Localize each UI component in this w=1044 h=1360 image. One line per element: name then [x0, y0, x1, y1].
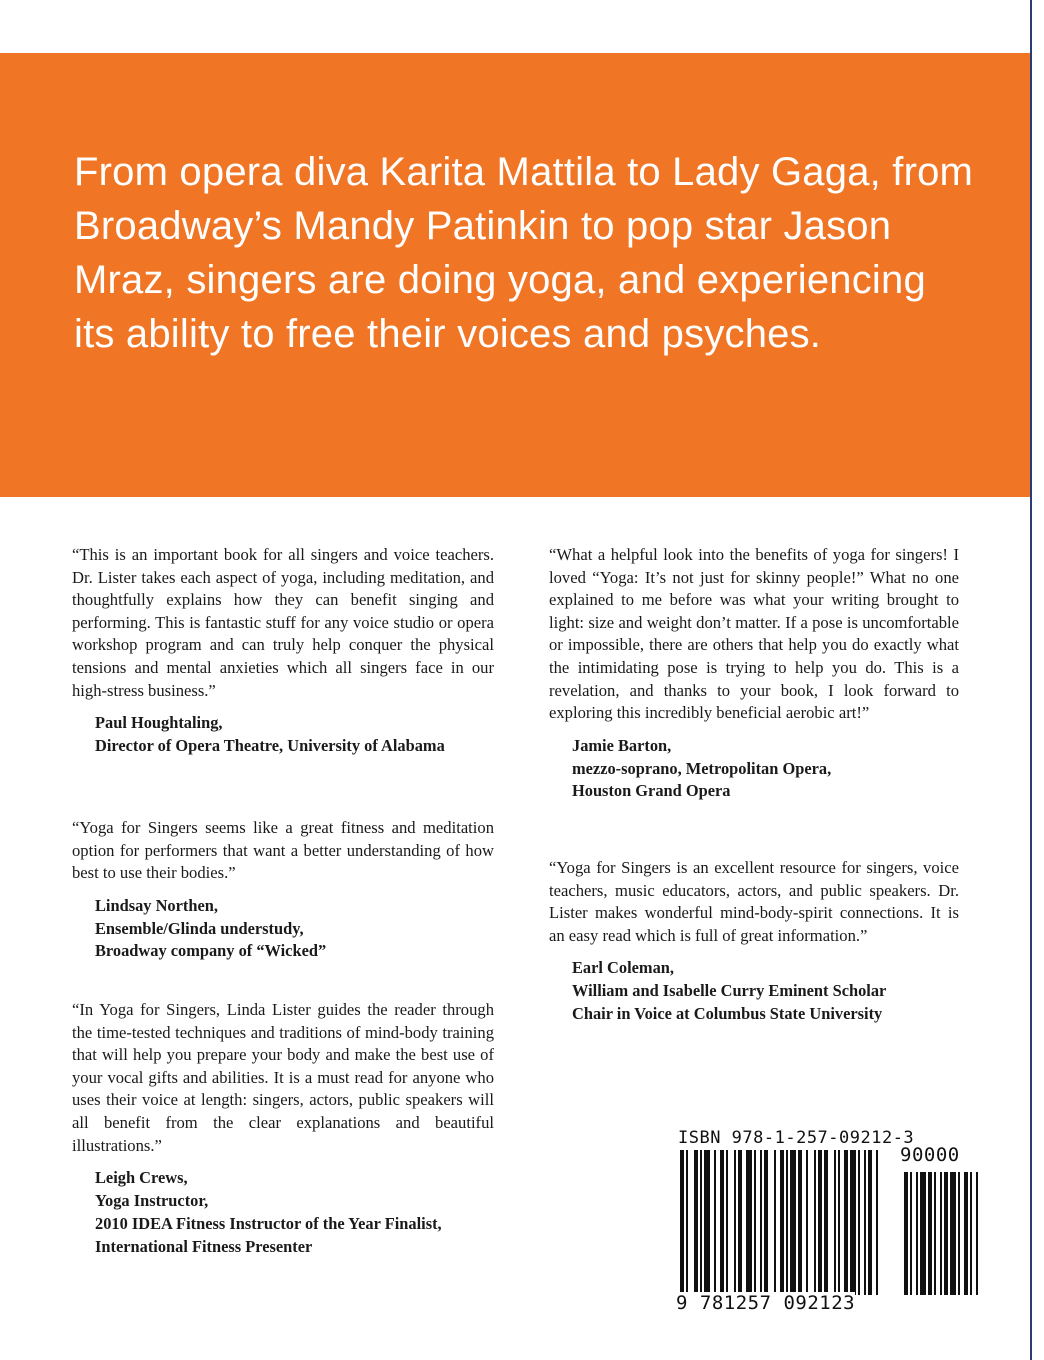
blurb-attribution [549, 957, 959, 1025]
barcode-bar [864, 1150, 866, 1295]
addon-bar [904, 1172, 908, 1295]
barcode-bar [834, 1150, 836, 1295]
attribution-line: William and Isabelle Curry Eminent Scholar [572, 981, 887, 1001]
isbn-label: ISBN 978-1-257-09212-3 [678, 1128, 915, 1148]
attribution-line: Chair in Voice at Columbus State University [572, 1003, 883, 1023]
barcode-bar [850, 1150, 856, 1295]
addon-bar [910, 1172, 912, 1295]
addon-bar [916, 1172, 918, 1295]
attribution-line: Director of Opera Theatre, University of Alabama [95, 735, 445, 755]
attribution-line: Leigh Crews, [95, 1168, 188, 1188]
attribution-line: Broadway company of “Wicked” [95, 941, 327, 961]
blurb-attribution [72, 895, 494, 963]
attribution-line: Yoga Instructor, [95, 1190, 209, 1210]
barcode-bar [726, 1150, 728, 1295]
barcode-bar [780, 1150, 784, 1295]
barcode-bar [694, 1150, 698, 1295]
barcode-bar [844, 1150, 848, 1295]
barcode-bar [754, 1150, 756, 1295]
blurb-coleman [549, 857, 959, 1026]
addon-bar [944, 1172, 948, 1295]
barcode-bar [790, 1150, 796, 1295]
addon-bar [950, 1172, 956, 1295]
barcode-bar [738, 1150, 742, 1295]
barcode-bar [720, 1150, 724, 1295]
barcode-bar [714, 1150, 716, 1295]
barcode-bar [746, 1150, 752, 1295]
blurb-quote: “Yoga for Singers is an excellent resource for singers, voice teachers, music educators, actors, and public speakers. Dr. Lister makes wonderful mind-body-spirit connections. It is an easy read which is full of great information.” [549, 858, 959, 945]
barcode-bar [786, 1150, 788, 1295]
attribution-line: mezzo-soprano, Metropolitan Opera, [572, 758, 832, 778]
attribution-line: Earl Coleman, [572, 958, 674, 978]
addon-bar [976, 1172, 978, 1295]
addon-bar [958, 1172, 960, 1295]
barcode-bar [700, 1150, 702, 1295]
attribution-line: Lindsay Northen, [95, 895, 218, 915]
attribution-line: 2010 IDEA Fitness Instructor of the Year Finalist, [95, 1213, 442, 1233]
blurb-attribution [72, 1167, 494, 1258]
barcode-bars [676, 1150, 981, 1305]
barcode-bar [814, 1150, 816, 1295]
barcode-bar [774, 1150, 776, 1295]
attribution-line: Jamie Barton, [572, 735, 672, 755]
barcode-bar [734, 1150, 736, 1295]
barcode-bar [680, 1150, 684, 1295]
barcode-bar [704, 1150, 710, 1295]
blurb-quote: “This is an important book for all singers and voice teachers. Dr. Lister takes each aspect of yoga, including meditation, and thoughtfully explains how they can benefit singing and performing. This is fantastic stuff for any voice studio or opera workshop program and can truly help conquer the physical tensions and mental anxieties which all singers face in our high-stress business.” [72, 545, 494, 700]
attribution-line: Ensemble/Glinda understudy, [95, 918, 304, 938]
barcode-bar [806, 1150, 808, 1295]
barcode-bar [764, 1150, 768, 1295]
addon-bar [970, 1172, 972, 1295]
blurb-attribution [549, 735, 959, 803]
attribution-line: Paul Houghtaling, [95, 713, 223, 733]
blurb-barton [549, 544, 959, 803]
barcode-bar [868, 1150, 872, 1295]
blurb-northen [72, 817, 494, 963]
isbn-barcode [676, 1128, 981, 1318]
addon-bar [928, 1172, 932, 1295]
barcode-bar [686, 1150, 688, 1295]
barcode-bar [760, 1150, 762, 1295]
blurb-attribution [72, 712, 494, 758]
blurb-quote: “In Yoga for Singers, Linda Lister guides the reader through the time-tested techniques and traditions of mind-body training that will help you prepare your body and make the best use of your vocal gifts and abilities. It is a must read for anyone who uses their voice at length: singers, actors, public speakers will all benefit from the clear explanations and beautiful illustrations.” [72, 1000, 494, 1155]
addon-bar [934, 1172, 936, 1295]
addon-bar [964, 1172, 968, 1295]
attribution-line: Houston Grand Opera [572, 781, 731, 801]
barcode-bar [858, 1150, 860, 1295]
barcode-bar [876, 1150, 878, 1295]
addon-bar [940, 1172, 942, 1295]
blurb-quote: “Yoga for Singers seems like a great fitness and meditation option for performers that want a better understanding of how best to use their bodies.” [72, 818, 494, 883]
barcode-bar [818, 1150, 822, 1295]
blurb-quote: “What a helpful look into the benefits of yoga for singers! I loved “Yoga: It’s not just for skinny people!” What no one explained to me before was what your writing brought to light: size and weight don’t matter. If a pose is uncomfortable or impossible, there are others that help you do exactly what the intimidating pose is trying to help you do. This is a revelation, and thanks to your book, I look forward to exploring this incredibly beneficial aerobic art!” [549, 545, 959, 723]
barcode-bar [798, 1150, 802, 1295]
right-edge-line [1030, 0, 1032, 1360]
price-code: 90000 [900, 1144, 960, 1166]
addon-bar [920, 1172, 926, 1295]
barcode-bar [838, 1150, 840, 1295]
barcode-bar [824, 1150, 828, 1295]
attribution-line: International Fitness Presenter [95, 1236, 313, 1256]
barcode-digits: 9 781257 092123 [676, 1292, 856, 1314]
banner-tagline: From opera diva Karita Mattila to Lady Gaga, from Broadway’s Mandy Patinkin to pop star Jason Mraz, singers are doing yoga, and experiencing its ability to free their voices and psyches. [74, 150, 974, 356]
blurb-crews [72, 999, 494, 1258]
blurb-houghtaling [72, 544, 494, 758]
